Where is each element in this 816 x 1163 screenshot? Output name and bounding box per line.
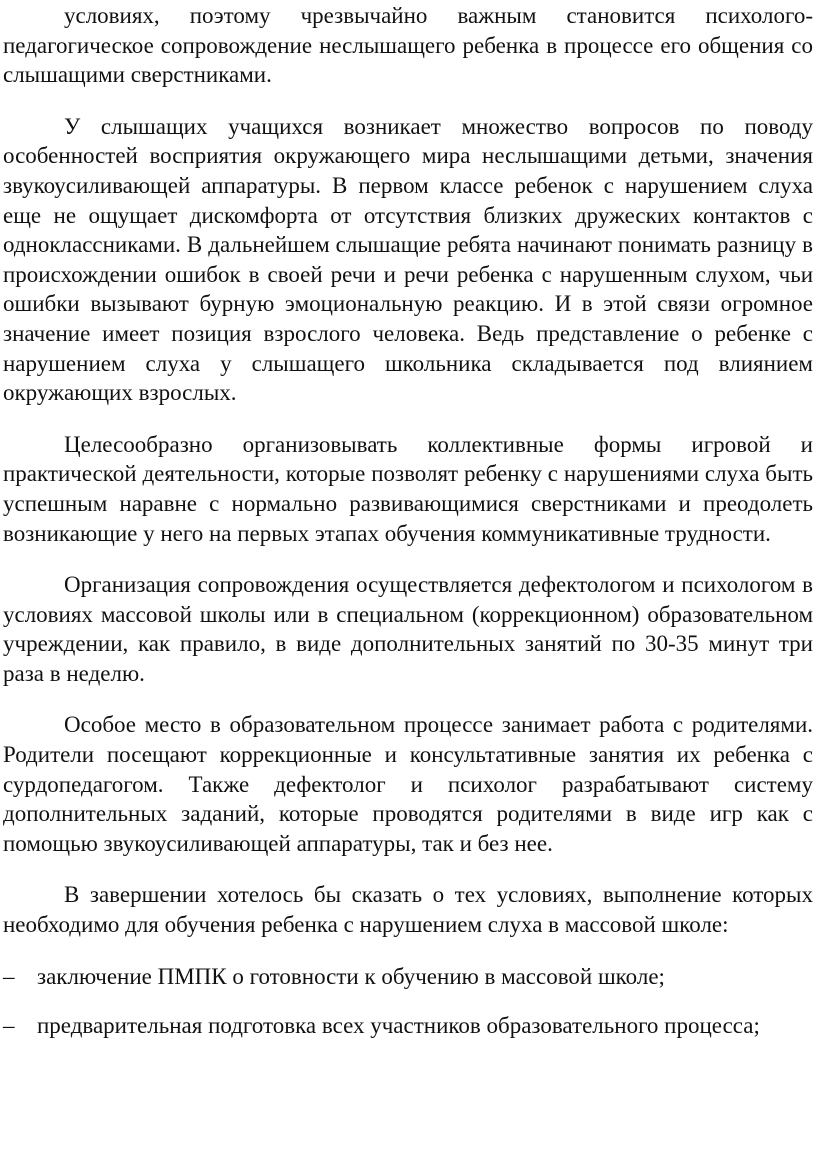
paragraph-3: Целесообразно организовывать коллективные формы игровой и практической деятельности, которые позволят ребенку с нарушениями слуха быть успешным наравне с нормально развивающимися сверстниками и преодолеть возникающие у него на первых этапах обучения коммуникативные трудности. [3, 431, 813, 546]
list-item [3, 1011, 813, 1041]
paragraph-6: В завершении хотелось бы сказать о тех условиях, выполнение которых необходимо для обучения ребенка с нарушением слуха в массовой школе: [3, 882, 813, 938]
list-item-text: предварительная подготовка всех участников образовательного процесса; [37, 1013, 760, 1039]
dash-bullet-icon: – [3, 1013, 15, 1039]
paragraph-2: У слышащих учащихся возникает множество вопросов по поводу особенностей восприятия окружающего мира неслышащими детьми, значения звукоусиливающей аппаратуры. В первом классе ребенок с нарушением слуха еще не ощущает дискомфорта от отсутствия близких дружеских контактов с одноклассниками. В дальнейшем слышащие ребята начинают понимать разницу в происхождении ошибок в своей речи и речи ребенка с нарушенным слухом, чьи ошибки вызывают бурную эмоциональную реакцию. И в этой связи огромное значение имеет позиция взрослого человека. Ведь представление о ребенке с нарушением слуха у слышащего школьника складывается под влиянием окружающих взрослых. [3, 113, 813, 406]
paragraph-1: условиях, поэтому чрезвычайно важным становится психолого-педагогическое сопровождение неслышащего ребенка в процессе его общения со слышащими сверстниками. [3, 3, 813, 88]
dash-bullet-icon: – [3, 963, 15, 989]
paragraph-5: Особое место в образовательном процессе занимает работа с родителями. Родители посещают коррекционные и консультативные занятия их ребенка с сурдопедагогом. Также дефектолог и психолог разрабатывают систему дополнительных заданий, которые проводятся родителями в виде игр как с помощью звукоусиливающей аппаратуры, так и без нее. [3, 712, 813, 856]
list-item-text: заключение ПМПК о готовности к обучению в массовой школе; [37, 963, 665, 989]
conditions-list [3, 962, 813, 1041]
list-item [3, 962, 813, 992]
paragraph-4: Организация сопровождения осуществляется дефектологом и психологом в условиях массовой школы или в специальном (коррекционном) образовательном учреждении, как правило, в виде дополнительных занятий по 30-35 минут три раза в неделю. [3, 572, 813, 686]
